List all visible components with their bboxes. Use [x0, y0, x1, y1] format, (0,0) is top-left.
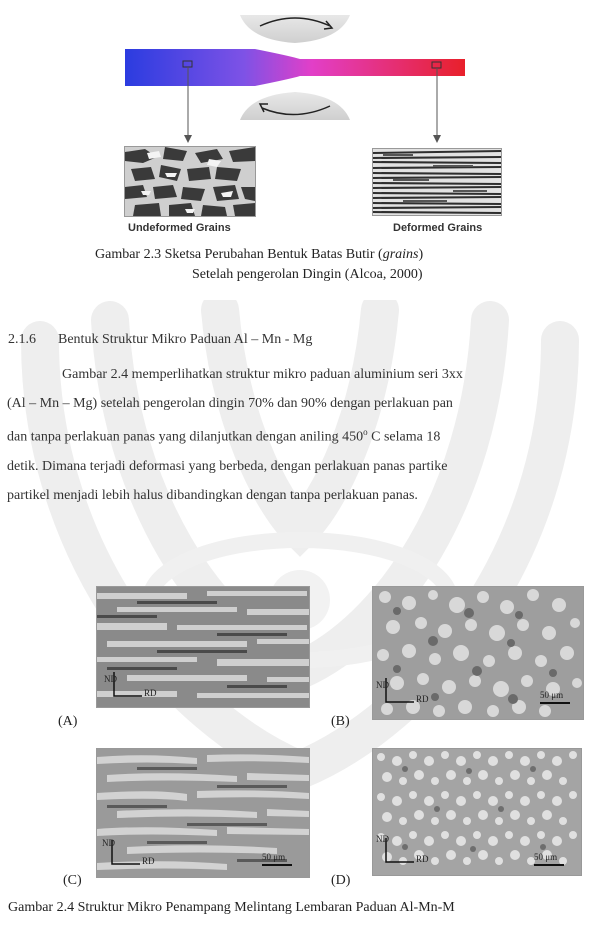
label-undeformed: Undeformed Grains: [128, 222, 231, 234]
rd-label-c: RD: [142, 856, 155, 866]
scale-bar-b: 50 μm: [540, 690, 564, 700]
scale-line-b: [540, 702, 570, 704]
figure-2-4-caption: Gambar 2.4 Struktur Mikro Penampang Melintang Lembaran Paduan Al-Mn-M: [8, 900, 455, 915]
rd-label-d: RD: [416, 854, 429, 864]
arrow-heads: [0, 135, 600, 147]
deformed-grains-image: [372, 148, 502, 216]
nd-label-b: ND: [376, 680, 389, 690]
metal-strip: [125, 49, 465, 86]
nd-label-d: ND: [376, 834, 389, 844]
figure-2-4: [0, 580, 600, 926]
panel-label-b: (B): [331, 714, 350, 729]
paragraph-line-3: [0, 418, 600, 452]
paragraph-line-1: Gambar 2.4 memperlihatkan struktur mikro paduan aluminium seri 3xx: [62, 367, 463, 382]
caption-2-3-close: ): [418, 247, 424, 262]
paragraph-line-3b: C selama 18: [367, 429, 441, 445]
bottom-roller: [240, 92, 350, 120]
section-title: Bentuk Struktur Mikro Paduan Al – Mn - Mg: [58, 332, 313, 347]
figure-2-3-caption: [95, 245, 423, 265]
scale-bar-c: 50 μm: [262, 852, 286, 862]
rd-label-a: RD: [144, 688, 157, 698]
figure-2-3-caption-line2: Setelah pengerolan Dingin (Alcoa, 2000): [192, 267, 423, 282]
degree-superscript: o: [363, 427, 368, 437]
panel-label-d: (D): [331, 873, 351, 888]
label-deformed: Deformed Grains: [393, 222, 483, 234]
body-paragraph: [0, 360, 600, 510]
section-heading: [8, 330, 312, 350]
scale-bar-d: 50 μm: [534, 852, 558, 862]
panel-label-c: (C): [63, 873, 82, 888]
nd-label-c: ND: [102, 838, 115, 848]
caption-2-3-text: Gambar 2.3 Sketsa Perubahan Bentuk Batas Butir (: [95, 247, 383, 262]
figure-2-3: [0, 0, 600, 300]
top-roller: [240, 15, 350, 43]
panel-label-a: (A): [58, 714, 78, 729]
paragraph-line-3a: dan tanpa perlakuan panas yang dilanjutkan dengan aniling 450: [7, 429, 364, 445]
rolling-diagram: [0, 0, 600, 140]
undeformed-grains-image: [124, 146, 256, 217]
paragraph-line-2: (Al – Mn – Mg) setelah pengerolan dingin 70% dan 90% dengan perlakuan pan: [7, 396, 453, 411]
caption-2-3-italic: grains: [382, 247, 419, 262]
scale-line-d: [534, 864, 564, 866]
section-number: 2.1.6: [8, 332, 36, 347]
paragraph-line-4: detik. Dimana terjadi deformasi yang berbeda, dengan perlakuan panas partike: [7, 458, 448, 474]
paragraph-line-5: partikel menjadi lebih halus dibandingkan dengan tanpa perlakuan panas.: [7, 487, 418, 503]
rd-label-b: RD: [416, 694, 429, 704]
nd-label-a: ND: [104, 674, 117, 684]
scale-line-c: [262, 864, 292, 866]
